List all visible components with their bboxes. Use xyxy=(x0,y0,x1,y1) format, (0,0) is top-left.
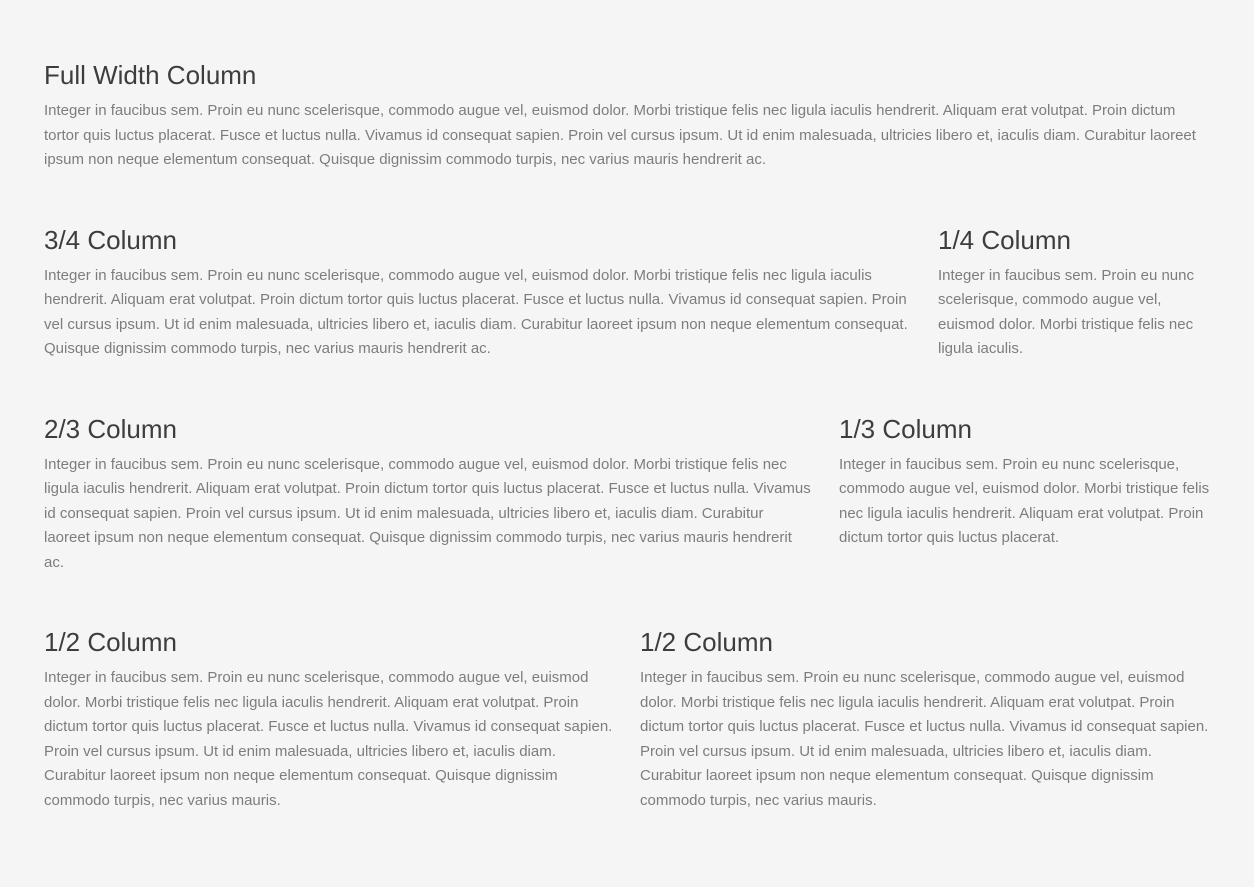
two-third-column-text: Integer in faucibus sem. Proin eu nunc scelerisque, commodo augue vel, euismod dolor. Morbi tristique felis nec ligula iaculis hendrerit. Aliquam erat volutpat. Proin dictum tortor quis luctus placerat. Fusce et luctus nulla. Vivamus id consequat sapien. Proin vel cursus ipsum. Ut id enim malesuada, ultricies libero et, iaculis diam. Curabitur laoreet ipsum non neque elementum consequat. Quisque dignissim commodo turpis, nec varius mauris hendrerit ac. xyxy=(44,455,811,571)
full-width-column-heading: Full Width Column xyxy=(44,60,257,90)
column-one-third xyxy=(839,414,1210,576)
full-width-column-text: Integer in faucibus sem. Proin eu nunc scelerisque, commodo augue vel, euismod dolor. Morbi tristique felis nec ligula iaculis hendrerit. Aliquam erat volutpat. Proin dictum tortor quis luctus placerat. Fusce et luctus nulla. Vivamus id consequat sapien. Proin vel cursus ipsum. Ut id enim malesuada, ultricies libero et, iaculis diam. Curabitur laoreet ipsum non neque elementum consequat. Quisque dignissim commodo turpis, nec varius mauris hendrerit ac. xyxy=(44,102,1196,168)
row-three-quarter-one-quarter xyxy=(44,225,1210,362)
one-half-left-column-text: Integer in faucibus sem. Proin eu nunc scelerisque, commodo augue vel, euismod dolor. Morbi tristique felis nec ligula iaculis hendrerit. Aliquam erat volutpat. Proin dictum tortor quis luctus placerat. Fusce et luctus nulla. Vivamus id consequat sapien. Proin vel cursus ipsum. Ut id enim malesuada, ultricies libero et, iaculis diam. Curabitur laoreet ipsum non neque elementum consequat. Quisque dignissim commodo turpis, nec varius mauris. xyxy=(44,669,613,809)
column-one-half-left xyxy=(44,627,614,813)
one-quarter-column-heading: 1/4 Column xyxy=(938,224,1071,255)
one-half-right-column-text: Integer in faucibus sem. Proin eu nunc scelerisque, commodo augue vel, euismod dolor. Morbi tristique felis nec ligula iaculis hendrerit. Aliquam erat volutpat. Proin dictum tortor quis luctus placerat. Fusce et luctus nulla. Vivamus id consequat sapien. Proin vel cursus ipsum. Ut id enim malesuada, ultricies libero et, iaculis diam. Curabitur laoreet ipsum non neque elementum consequat. Quisque dignissim commodo turpis, nec varius mauris. xyxy=(640,669,1209,809)
three-quarter-column-heading: 3/4 Column xyxy=(44,224,177,255)
row-two-third-one-third xyxy=(44,414,1210,576)
one-third-column-text: Integer in faucibus sem. Proin eu nunc scelerisque, commodo augue vel, euismod dolor. Morbi tristique felis nec ligula iaculis hendrerit. Aliquam erat volutpat. Proin dictum tortor quis luctus placerat. xyxy=(839,455,1210,546)
row-full-width xyxy=(44,60,1210,173)
one-half-right-column-heading: 1/2 Column xyxy=(640,627,773,657)
one-quarter-column-text: Integer in faucibus sem. Proin eu nunc scelerisque, commodo augue vel, euismod dolor. Morbi tristique felis nec ligula iaculis. xyxy=(938,266,1194,357)
column-full-width xyxy=(44,60,1210,173)
row-one-half-one-half xyxy=(44,627,1210,813)
column-three-quarter xyxy=(44,225,912,362)
content-container xyxy=(44,0,1210,813)
two-third-column-heading: 2/3 Column xyxy=(44,413,177,444)
three-quarter-column-text: Integer in faucibus sem. Proin eu nunc scelerisque, commodo augue vel, euismod dolor. Morbi tristique felis nec ligula iaculis hendrerit. Aliquam erat volutpat. Proin dictum tortor quis luctus placerat. Fusce et luctus nulla. Vivamus id consequat sapien. Proin vel cursus ipsum. Ut id enim malesuada, ultricies libero et, iaculis diam. Curabitur laoreet ipsum non neque elementum consequat. Quisque dignissim commodo turpis, nec varius mauris hendrerit ac. xyxy=(44,266,908,357)
one-half-left-column-heading: 1/2 Column xyxy=(44,627,177,657)
column-one-half-right xyxy=(640,627,1210,813)
column-one-quarter xyxy=(938,225,1210,362)
column-two-third xyxy=(44,414,813,576)
one-third-column-heading: 1/3 Column xyxy=(839,413,972,444)
